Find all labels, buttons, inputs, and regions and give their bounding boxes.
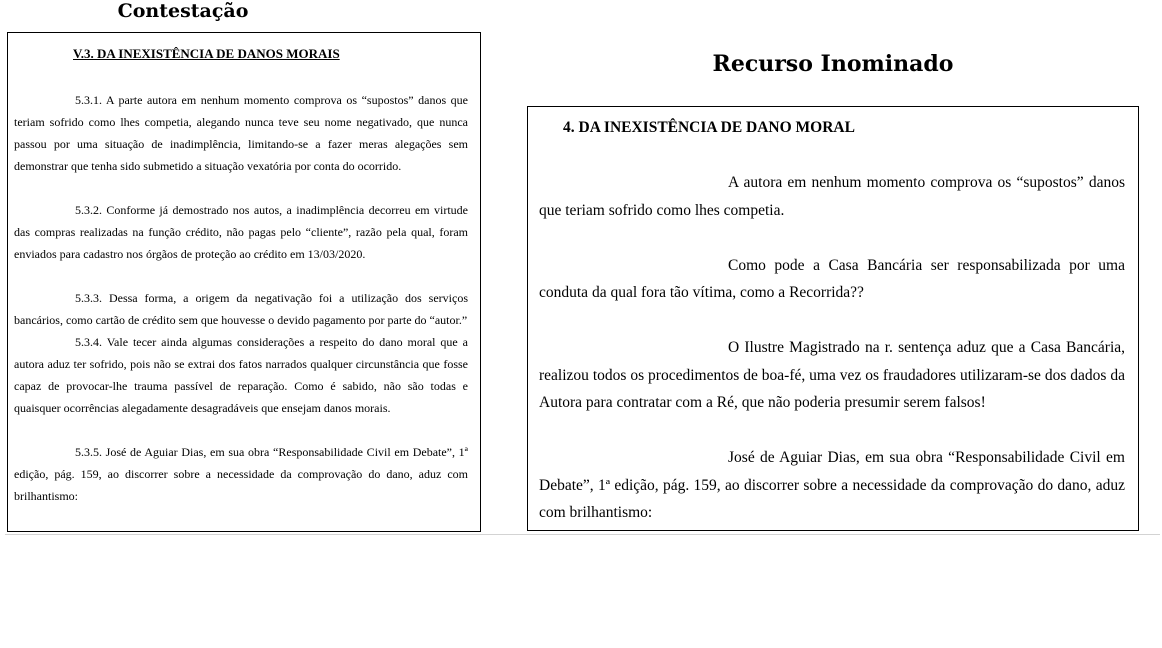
paragraph-1: A autora em nenhum momento comprova os “supostos” danos que teriam sofrido como lhes competia. (539, 174, 1125, 219)
paragraph-5-3-3: 5.3.3. Dessa forma, a origem da negativação foi a utilização dos serviços bancários, como cartão de crédito sem que houvesse o devido pagamento por parte do “autor.” (14, 291, 468, 327)
left-column-title: Contestação (117, 0, 249, 22)
contestacao-excerpt (7, 32, 481, 532)
right-column-title: Recurso Inominado (712, 51, 954, 77)
section-heading: 4. DA INEXISTÊNCIA DE DANO MORAL (563, 119, 855, 136)
paragraph-5-3-4: 5.3.4. Vale tecer ainda algumas considerações a respeito do dano moral que a autora aduz ter sofrido, pois não se extrai dos fatos narrados qualquer circunstância que fosse capaz de provocar-lhe trauma passível de reparação. Como é sabido, não são todas e quaisquer ocorrências alegadamente desagradáveis que ensejam danos morais. (14, 335, 468, 415)
paragraph-3: O Ilustre Magistrado na r. sentença aduz que a Casa Bancária, realizou todos os procedimentos de boa-fé, uma vez os fraudadores utilizaram-se dos dados da Autora para contratar com a Ré, que não poderia presumir serem falsos! (539, 339, 1125, 411)
section-heading: V.3. DA INEXISTÊNCIA DE DANOS MORAIS (73, 46, 340, 61)
paragraph-5-3-2: 5.3.2. Conforme já demostrado nos autos, a inadimplência decorreu em virtude das compras realizadas na função crédito, não pagas pelo “cliente”, razão pela qual, foram enviados para cadastro nos órgãos de proteção ao crédito em 13/03/2020. (14, 203, 468, 261)
bottom-divider (5, 534, 1160, 535)
paragraph-5-3-5: 5.3.5. José de Aguiar Dias, em sua obra “Responsabilidade Civil em Debate”, 1ª edição, pág. 159, ao discorrer sobre a necessidade da comprovação do dano, aduz com brilhantismo: (14, 445, 468, 503)
paragraph-2: Como pode a Casa Bancária ser responsabilizada por uma conduta da qual fora tão vítima, como a Recorrida?? (539, 256, 1125, 301)
paragraph-5-3-1: 5.3.1. A parte autora em nenhum momento comprova os “supostos” danos que teriam sofrido como lhes competia, alegando nunca teve seu nome negativado, que nunca passou por uma situação de inadimplência, limitando-se a fazer meras alegações sem demonstrar que tenha sido submetido a situação vexatória por conta do ocorrido. (14, 93, 468, 173)
paragraph-4: José de Aguiar Dias, em sua obra “Responsabilidade Civil em Debate”, 1ª edição, pág. 159, ao discorrer sobre a necessidade da comprovação do dano, aduz com brilhantismo: (539, 449, 1125, 521)
recurso-excerpt (527, 106, 1139, 531)
